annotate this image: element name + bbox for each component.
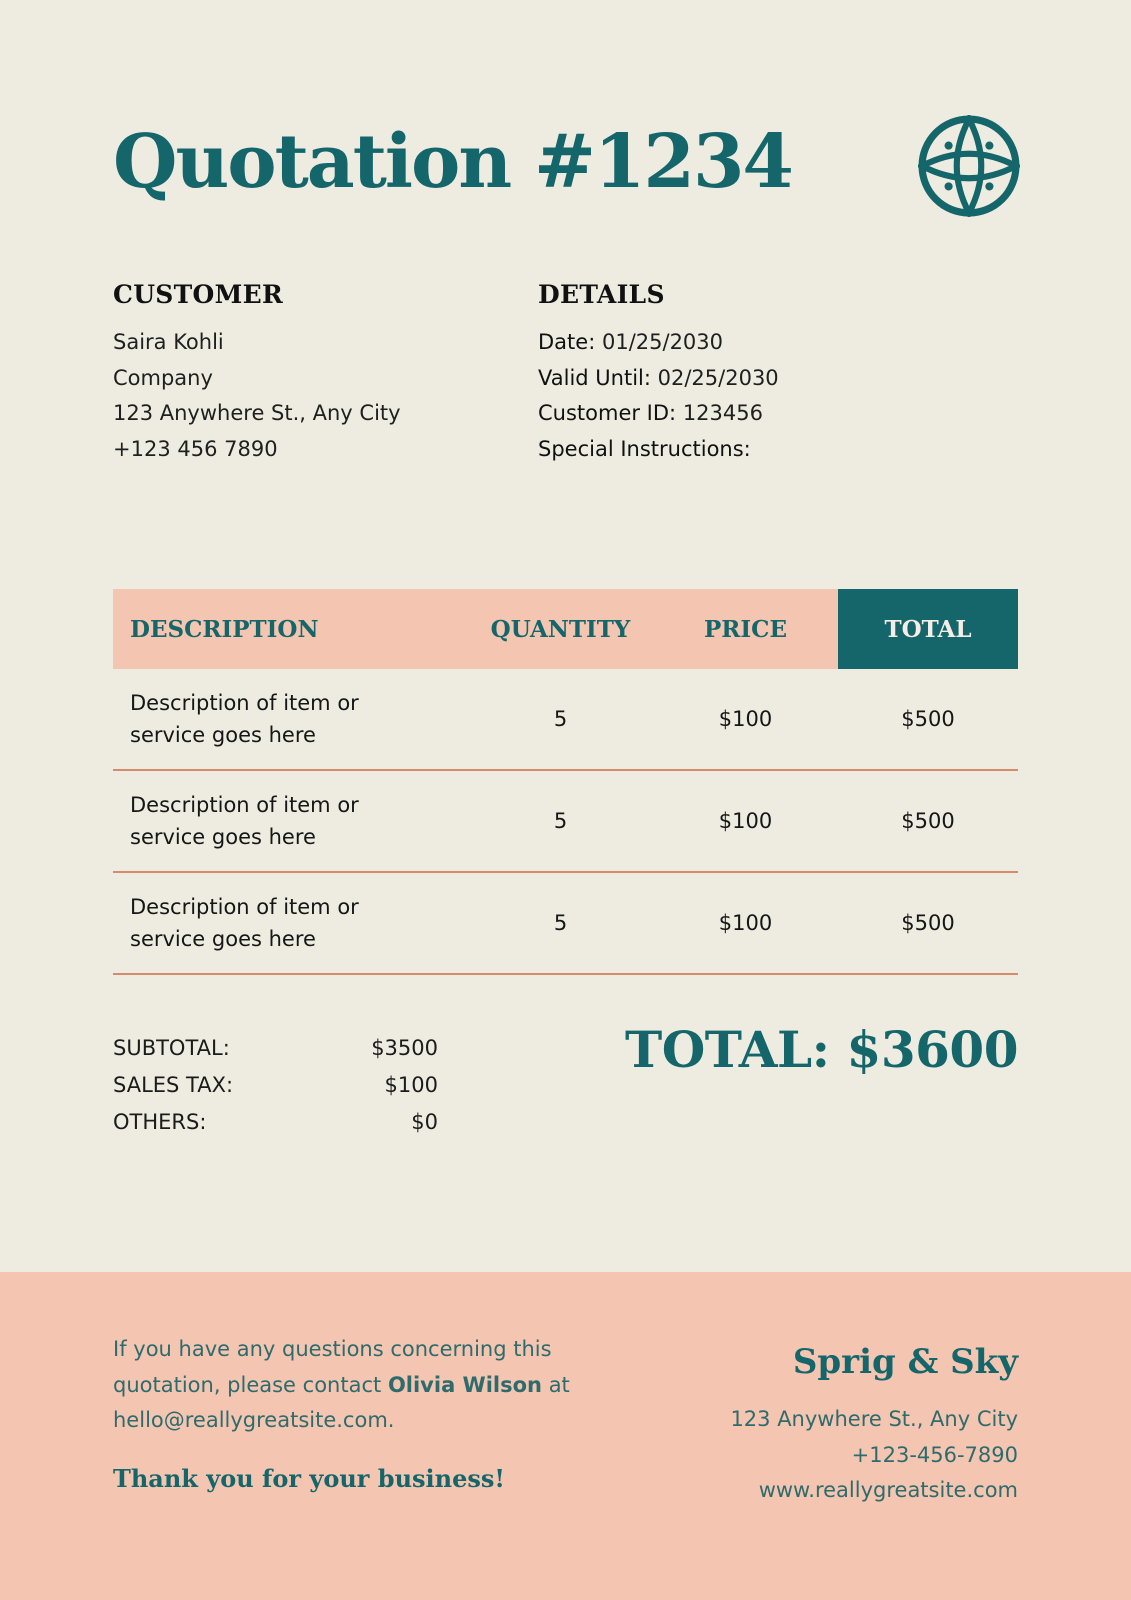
detail-date-value: 01/25/2030: [601, 330, 724, 354]
table-row: [113, 669, 1018, 771]
detail-special-label: Special Instructions:: [538, 436, 751, 461]
detail-customer-id-label: Customer ID:: [538, 401, 677, 425]
subtotal-value: $3500: [371, 1036, 438, 1060]
company-info: [730, 1402, 1018, 1509]
contact-note: [113, 1332, 573, 1439]
others-value: $0: [411, 1110, 438, 1134]
column-header-description: DESCRIPTION: [130, 615, 319, 643]
company-website[interactable]: www.reallygreatsite.com: [758, 1478, 1018, 1502]
details-heading: DETAILS: [538, 280, 665, 309]
footer: [0, 1272, 1131, 1600]
table-row: [113, 873, 1018, 975]
item-total: $500: [901, 707, 955, 731]
sales-tax-value: $100: [384, 1073, 438, 1097]
item-description: [113, 669, 468, 769]
contact-text-2: at hello@reallygreatsite.com.: [113, 1372, 570, 1432]
thank-you-message: Thank you for your business!: [113, 1464, 505, 1493]
item-quantity: 5: [553, 809, 568, 833]
item-description-line2: service goes here: [130, 927, 316, 951]
item-description: [113, 771, 468, 871]
item-price: $100: [718, 809, 773, 833]
customer-section: [113, 280, 513, 467]
detail-customer-id-value: 123456: [682, 401, 763, 425]
detail-date-label: Date:: [538, 330, 596, 354]
items-table: [113, 589, 1018, 975]
column-header-price: PRICE: [703, 615, 787, 643]
grand-total: TOTAL: $3600: [625, 1020, 1018, 1079]
detail-valid-value: 02/25/2030: [657, 365, 779, 390]
customer-heading: CUSTOMER: [113, 280, 284, 309]
item-description-line1: Description of item or: [130, 691, 359, 715]
others-label: OTHERS:: [113, 1110, 207, 1134]
customer-phone: +123 456 7890: [113, 436, 278, 461]
sales-tax-label: SALES TAX:: [113, 1073, 234, 1097]
item-description-line1: Description of item or: [130, 895, 359, 919]
details-section: [538, 280, 1018, 467]
sales-tax-row: [113, 1067, 438, 1104]
item-description: [113, 873, 468, 973]
detail-special-instructions: [538, 432, 1018, 468]
item-price: $100: [718, 707, 773, 731]
company-address: 123 Anywhere St., Any City: [730, 1407, 1018, 1431]
item-description-line1: Description of item or: [130, 793, 359, 817]
brand-name: Sprig & Sky: [792, 1342, 1018, 1382]
four-petal-flower-icon: [918, 115, 1020, 217]
customer-company: Company: [113, 365, 213, 390]
column-header-quantity: QUANTITY: [490, 615, 631, 643]
detail-date: [538, 325, 1018, 361]
contact-text-1: If you have any questions concerning this quotation, please contact: [113, 1337, 552, 1397]
item-quantity: 5: [553, 911, 568, 935]
page-title: Quotation #1234: [113, 119, 792, 205]
table-row: [113, 771, 1018, 873]
column-header-total: TOTAL: [838, 589, 1018, 669]
customer-name: Saira Kohli: [113, 330, 224, 354]
item-description-line2: service goes here: [130, 825, 316, 849]
subtotal-label: SUBTOTAL:: [113, 1036, 230, 1060]
detail-customer-id: [538, 396, 1018, 432]
detail-valid-label: Valid Until:: [538, 365, 651, 390]
item-description-line2: service goes here: [130, 723, 316, 747]
table-header: [113, 589, 1018, 669]
customer-address: 123 Anywhere St., Any City: [113, 401, 401, 425]
item-quantity: 5: [553, 707, 568, 731]
company-phone: +123-456-7890: [851, 1442, 1018, 1467]
contact-name: Olivia Wilson: [387, 1372, 542, 1397]
item-price: $100: [718, 911, 773, 935]
item-total: $500: [901, 809, 955, 833]
item-total: $500: [901, 911, 955, 935]
summary-section: [113, 1030, 438, 1141]
detail-valid-until: [538, 361, 1018, 397]
others-row: [113, 1104, 438, 1141]
subtotal-row: [113, 1030, 438, 1067]
